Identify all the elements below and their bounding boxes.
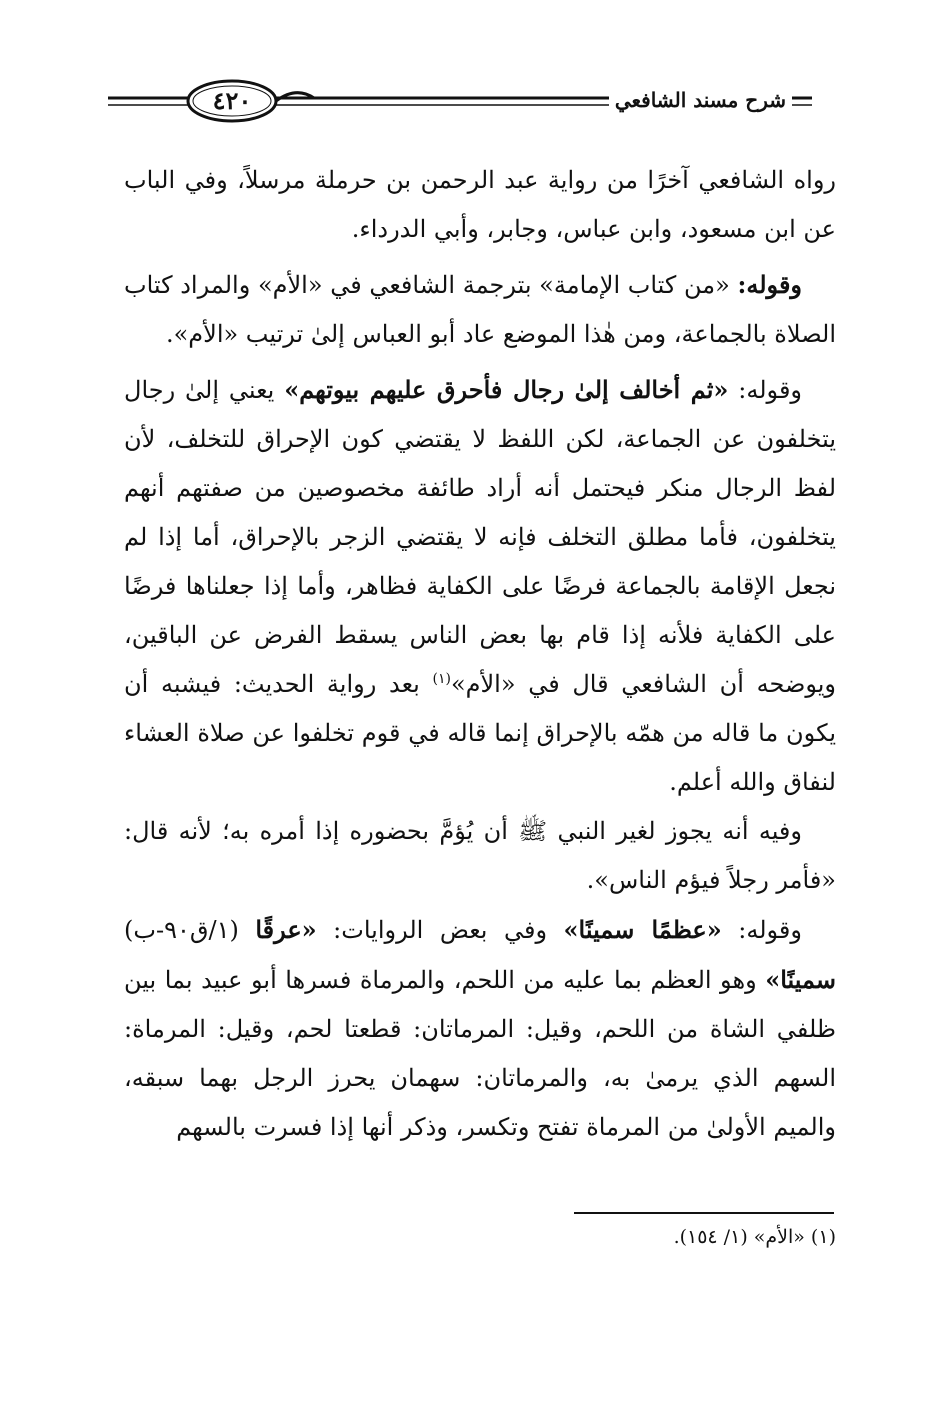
quote-2: «عرقًا [255,915,317,944]
footnote-marker: (١) [432,671,451,687]
footnote-separator [574,1212,834,1214]
hadith-quote: «ثم أخالف إلىٰ رجال فأحرق عليهم بيوتهم» [284,375,729,404]
page-header [100,76,820,126]
paragraph-5: وقوله: «عظمًا سمينًا» وفي بعض الروايات: «عرقًا (١/ق٩٠-ب) سمينًا» وهو العظم بما عليه من اللحم، والمرماة فسرها أبو عبيد بما بين ظلفي الشاة من اللحم، وقيل: المرماتان: قطعتا لحم، وقيل: المرماة: السهم الذي يرمىٰ به، والمرماتان: سهمان يحرز الرجل بهما سبقه، والميم الأولىٰ من المرماة تفتح وتكسر، وذكر أنها إذا فسرت بالسهم [124,915,837,1141]
paragraph-1: رواه الشافعي آخرًا من رواية عبد الرحمن بن حرملة مرسلاً، وفي الباب عن ابن مسعود، وابن عباس، وجابر، وأبي الدرداء. [124,166,836,243]
paragraph-3: وقوله: «ثم أخالف إلىٰ رجال فأحرق عليهم بيوتهم» يعني إلىٰ رجال يتخلفون عن الجماعة، لكن اللفظ لا يقتضي كون الإحراق للتخلف، لأن لفظ الرجال منكر فيحتمل أنه أراد طائفة مخصوصين من صفتهم أنهم يتخلفون، فأما مطلق التخلف فإنه لا يقتضي الزجر بالإحراق، أما إذا لم نجعل الإقامة بالجماعة فرضًا على الكفاية فظاهر، وأما إذا جعلناها فرضًا على الكفاية فلأنه إذا قام بها بعض الناس يسقط الفرض عن الباقين، ويوضحه أن الشافعي قال في «الأم»$^{(١)}$ بعد رواية الحديث: فيشبه أن يكون ما قاله من همّه بالإحراق إنما قاله في قوم تخلفوا عن صلاة العشاء لنفاق والله أعلم. [124,375,836,796]
running-title: شرح مسند الشافعي [609,87,792,113]
quote-3: سمينًا» [765,965,836,994]
lead-word: وقوله: [737,270,802,299]
main-text [124,156,836,1152]
paragraph-4: وفيه أنه يجوز لغير النبي ﷺ أن يُؤمَّ بحضوره إذا أمره به؛ لأنه قال: «فأمر رجلاً فيؤم الناس». [124,817,836,894]
paragraph-2: وقوله: «من كتاب الإمامة» بترجمة الشافعي في «الأم» والمراد كتاب الصلاة بالجماعة، ومن هٰذا الموضع عاد أبو العباس إلىٰ ترتيب «الأم». [124,270,836,348]
page-number: ٤٢٠ [212,86,252,115]
manuscript-ref: (١/ق٩٠-ب) [124,916,256,944]
footnote: (١) «الأم» (١/ ١٥٤). [673,1226,836,1248]
quote-1: «عظمًا سمينًا» [563,915,722,944]
